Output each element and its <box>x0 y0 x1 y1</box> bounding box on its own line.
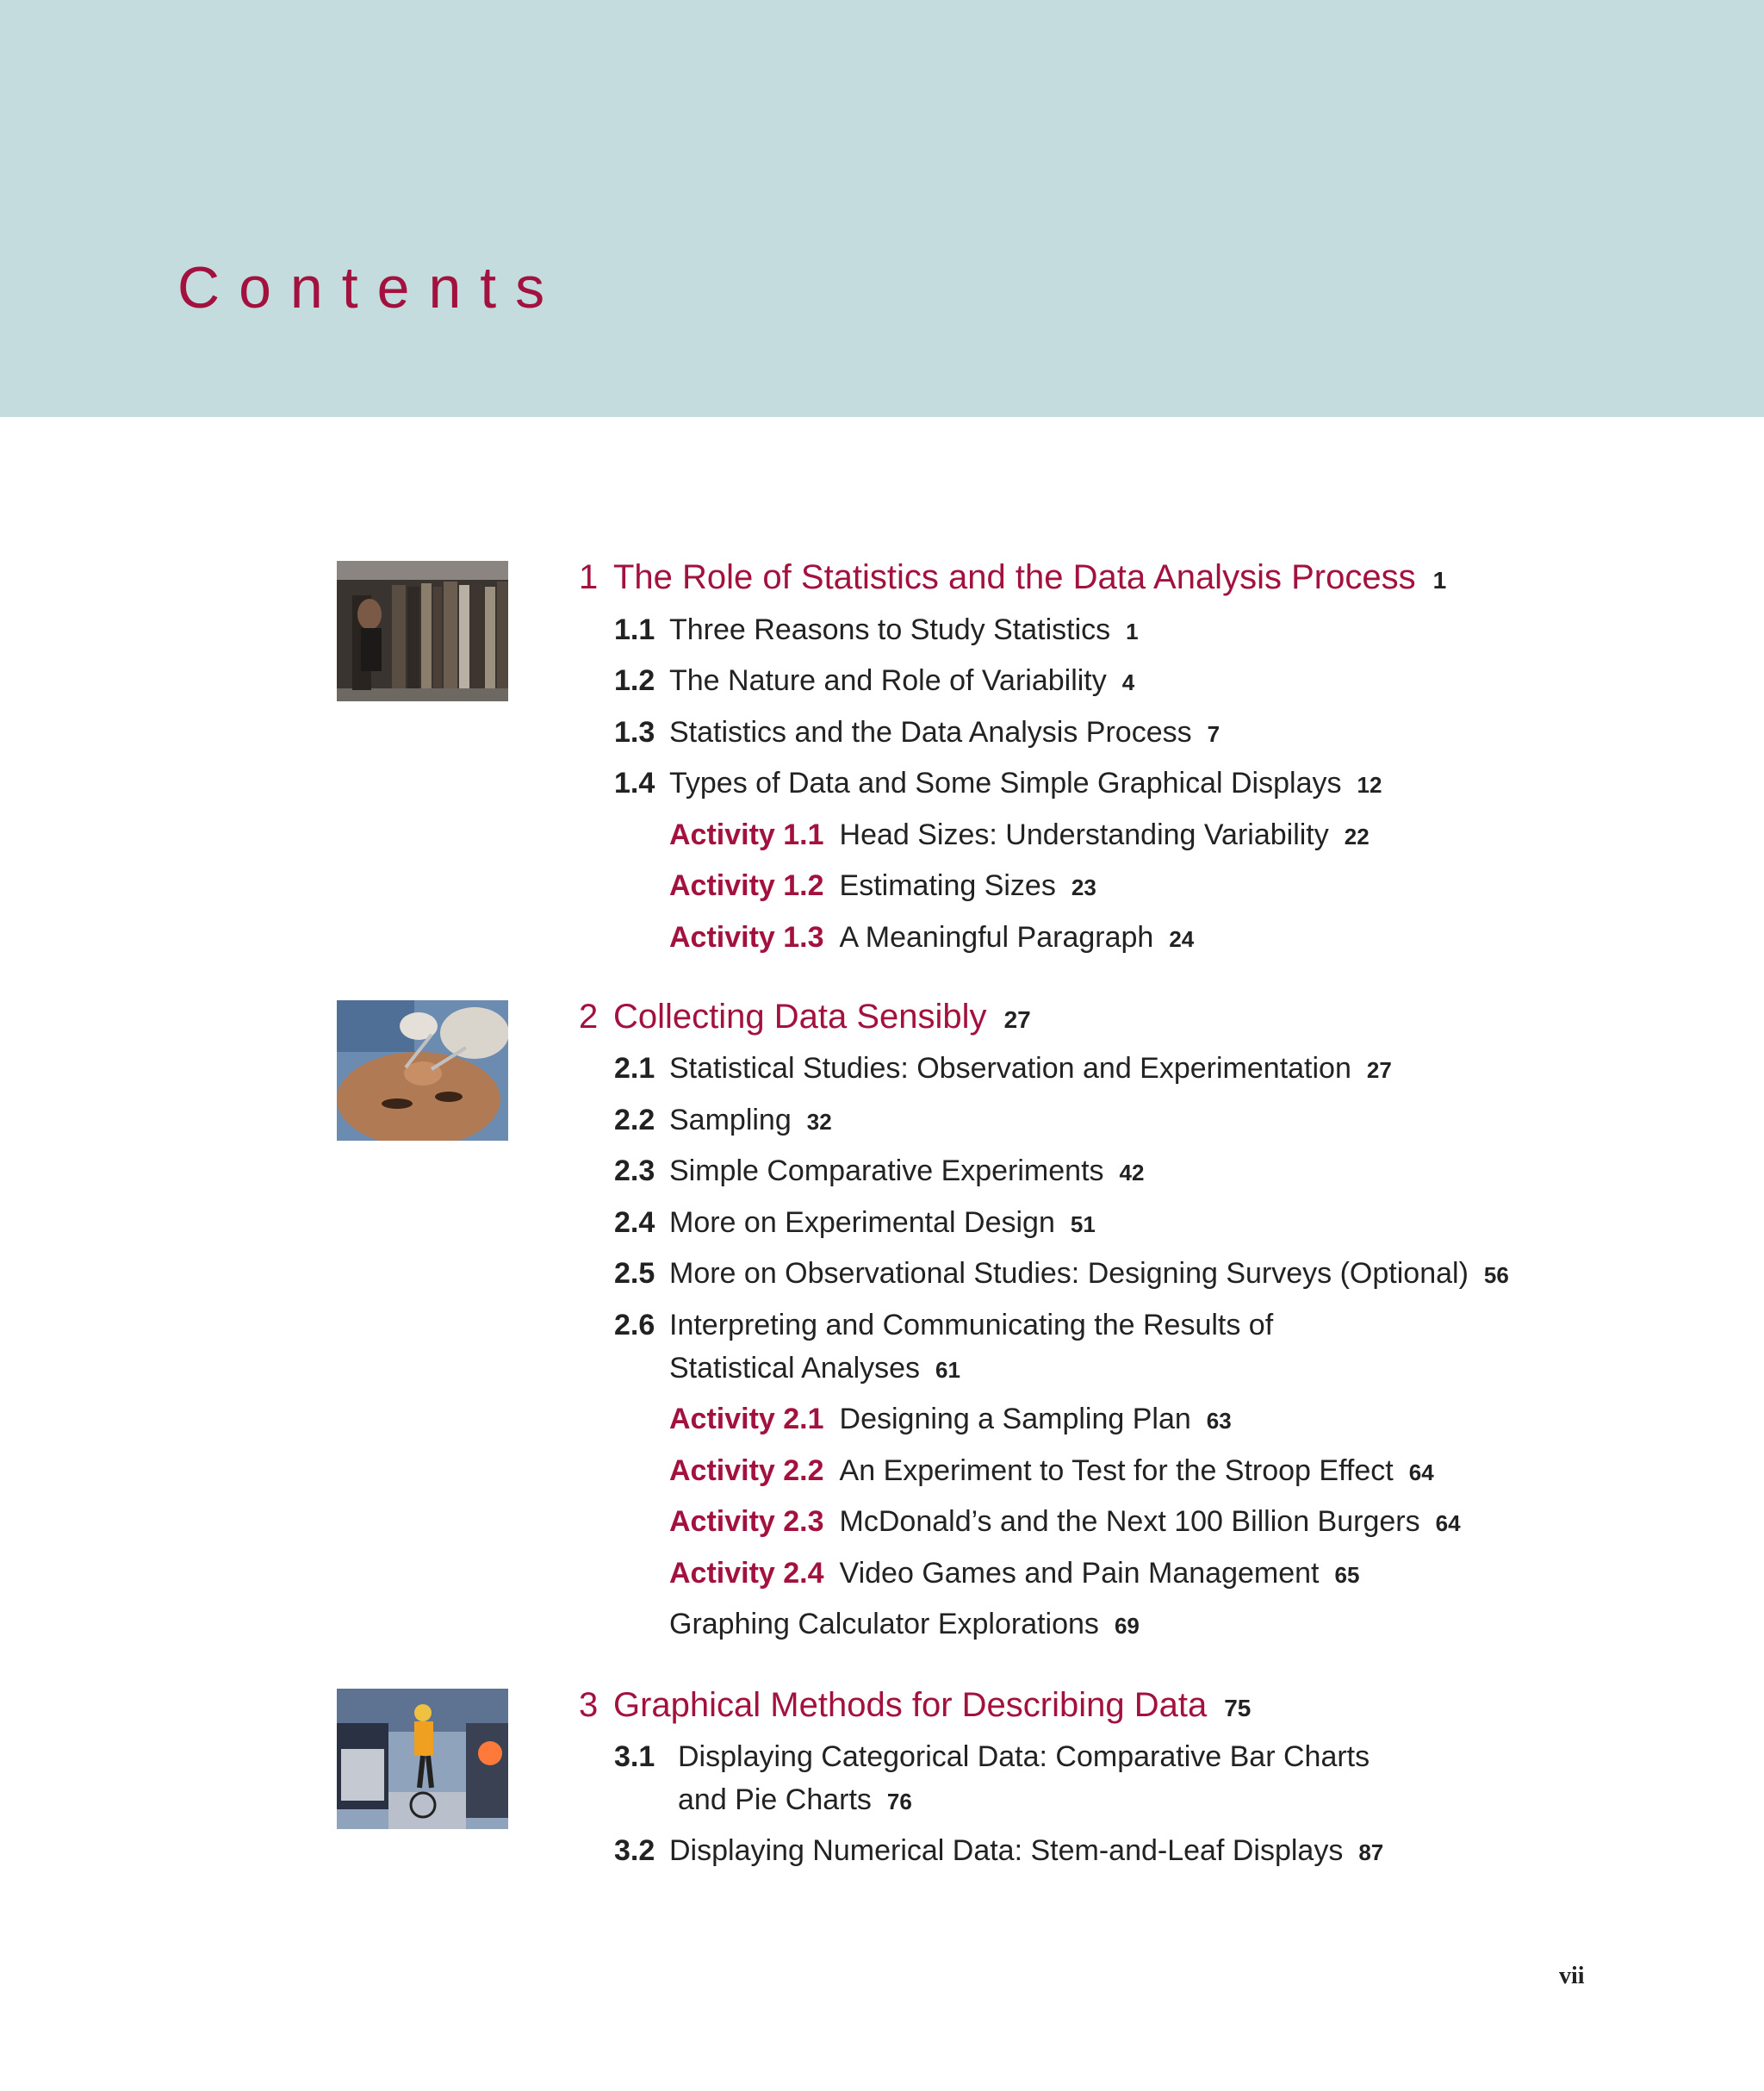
page-number: 63 <box>1206 1408 1232 1434</box>
activity-title: Video Games and Pain Management <box>839 1557 1320 1590</box>
section-title: Types of Data and Some Simple Graphical Displays <box>669 767 1342 800</box>
dental-exam-photo-icon <box>337 1000 508 1141</box>
activity-label: Activity 2.2 <box>669 1454 824 1487</box>
section-number: 1.2 <box>614 664 655 697</box>
page-number: 42 <box>1119 1160 1145 1186</box>
activity-label: Activity 2.1 <box>669 1403 824 1435</box>
section-number: 1.1 <box>614 613 655 646</box>
page-number: 32 <box>806 1109 832 1135</box>
activity-label: Activity 1.2 <box>669 869 824 902</box>
section-title-continuation: Statistical Analyses <box>669 1352 921 1385</box>
chapter-3-heading[interactable] <box>579 1688 1251 1722</box>
section-entry[interactable] <box>614 718 1220 747</box>
page-number: 87 <box>1358 1839 1384 1865</box>
chapter-number: 2 <box>579 998 599 1036</box>
section-title: Statistical Studies: Observation and Experimentation <box>669 1052 1351 1085</box>
section-entry-continuation[interactable] <box>669 1354 960 1383</box>
section-title: Displaying Numerical Data: Stem-and-Leaf Displays <box>669 1834 1344 1867</box>
section-title: Simple Comparative Experiments <box>669 1154 1104 1187</box>
activity-title: McDonald’s and the Next 100 Billion Burgers <box>839 1505 1420 1538</box>
chapter-title: Collecting Data Sensibly <box>613 998 987 1036</box>
section-title: Displaying Categorical Data: Comparative Bar Charts <box>678 1740 1370 1773</box>
section-number: 2.2 <box>614 1104 655 1136</box>
page-number: 23 <box>1071 874 1096 900</box>
activity-title: Head Sizes: Understanding Variability <box>839 818 1329 851</box>
activity-label: Activity 1.3 <box>669 921 824 954</box>
activity-title: Designing a Sampling Plan <box>839 1403 1191 1435</box>
chapter-number: 1 <box>579 558 599 596</box>
page-number: 22 <box>1344 824 1370 849</box>
chapter-title: Graphical Methods for Describing Data <box>613 1686 1208 1724</box>
section-title: Three Reasons to Study Statistics <box>669 613 1111 646</box>
section-number: 3.1 <box>614 1740 655 1773</box>
section-entry[interactable] <box>614 1836 1383 1865</box>
page-number: 65 <box>1334 1562 1360 1588</box>
section-entry[interactable] <box>614 1259 1509 1288</box>
section-entry[interactable] <box>614 769 1382 798</box>
activity-title: An Experiment to Test for the Stroop Effect <box>839 1454 1394 1487</box>
section-entry[interactable] <box>614 615 1139 644</box>
section-entry-continuation[interactable] <box>678 1785 912 1814</box>
cyclist-photo-icon <box>337 1689 508 1829</box>
chapter-1-heading[interactable] <box>579 560 1446 594</box>
page-number: 1 <box>1432 567 1447 594</box>
section-number: 2.4 <box>614 1206 655 1239</box>
section-entry[interactable] <box>614 1156 1144 1186</box>
activity-entry[interactable] <box>669 820 1370 849</box>
activity-entry[interactable] <box>669 923 1194 952</box>
page-folio: vii <box>1559 1963 1585 1989</box>
page-number: 12 <box>1357 772 1382 798</box>
page-number: 61 <box>935 1357 960 1383</box>
section-number: 1.3 <box>614 716 655 749</box>
page-number: 64 <box>1408 1459 1434 1485</box>
activity-entry[interactable] <box>669 1404 1232 1434</box>
page-number: 69 <box>1114 1613 1140 1639</box>
page-number: 75 <box>1224 1695 1252 1721</box>
activity-entry[interactable] <box>669 871 1096 900</box>
page-number: 76 <box>886 1789 912 1814</box>
activity-entry[interactable] <box>669 1456 1434 1485</box>
page-number: 27 <box>1003 1006 1031 1033</box>
section-number: 1.4 <box>614 767 655 800</box>
section-number: 2.5 <box>614 1257 655 1290</box>
page-number: 51 <box>1070 1211 1096 1237</box>
calculator-explorations-entry[interactable] <box>669 1609 1140 1639</box>
page-number: 24 <box>1169 926 1195 952</box>
section-title: More on Experimental Design <box>669 1206 1055 1239</box>
activity-label: Activity 1.1 <box>669 818 824 851</box>
section-entry[interactable] <box>614 1054 1392 1083</box>
activity-label: Activity 2.3 <box>669 1505 824 1538</box>
section-entry[interactable] <box>614 1105 832 1135</box>
section-entry[interactable] <box>614 1310 1273 1340</box>
chapter-title: The Role of Statistics and the Data Analysis Process <box>613 558 1416 596</box>
header-band <box>0 0 1764 417</box>
section-entry[interactable] <box>614 1208 1096 1237</box>
section-number: 2.6 <box>614 1309 655 1341</box>
chapter-2-thumbnail <box>337 1000 508 1141</box>
page-title: Contents <box>177 255 564 320</box>
page-number: 4 <box>1121 669 1135 695</box>
section-number: 2.3 <box>614 1154 655 1187</box>
section-title: More on Observational Studies: Designing Surveys (Optional) <box>669 1257 1469 1290</box>
section-entry[interactable] <box>614 1742 1370 1771</box>
page-number: 27 <box>1366 1057 1392 1083</box>
chapter-3-thumbnail <box>337 1689 508 1829</box>
section-title-continuation: and Pie Charts <box>678 1783 872 1816</box>
activity-entry[interactable] <box>669 1559 1359 1588</box>
section-number: 2.1 <box>614 1052 655 1085</box>
section-title: The Nature and Role of Variability <box>669 664 1107 697</box>
chapter-number: 3 <box>579 1686 599 1724</box>
entry-title: Graphing Calculator Explorations <box>669 1608 1099 1640</box>
activity-title: Estimating Sizes <box>839 869 1056 902</box>
section-title: Interpreting and Communicating the Results of <box>669 1309 1274 1341</box>
section-number: 3.2 <box>614 1834 655 1867</box>
page-number: 7 <box>1207 721 1221 747</box>
page-number: 1 <box>1126 619 1139 644</box>
chapter-2-heading[interactable] <box>579 999 1031 1034</box>
section-title: Statistics and the Data Analysis Process <box>669 716 1192 749</box>
section-entry[interactable] <box>614 666 1134 695</box>
activity-label: Activity 2.4 <box>669 1557 824 1590</box>
library-photo-icon <box>337 561 508 701</box>
section-title: Sampling <box>669 1104 792 1136</box>
page-number: 64 <box>1435 1510 1461 1536</box>
chapter-1-thumbnail <box>337 561 508 701</box>
activity-entry[interactable] <box>669 1507 1461 1536</box>
page-number: 56 <box>1483 1262 1509 1288</box>
activity-title: A Meaningful Paragraph <box>839 921 1154 954</box>
